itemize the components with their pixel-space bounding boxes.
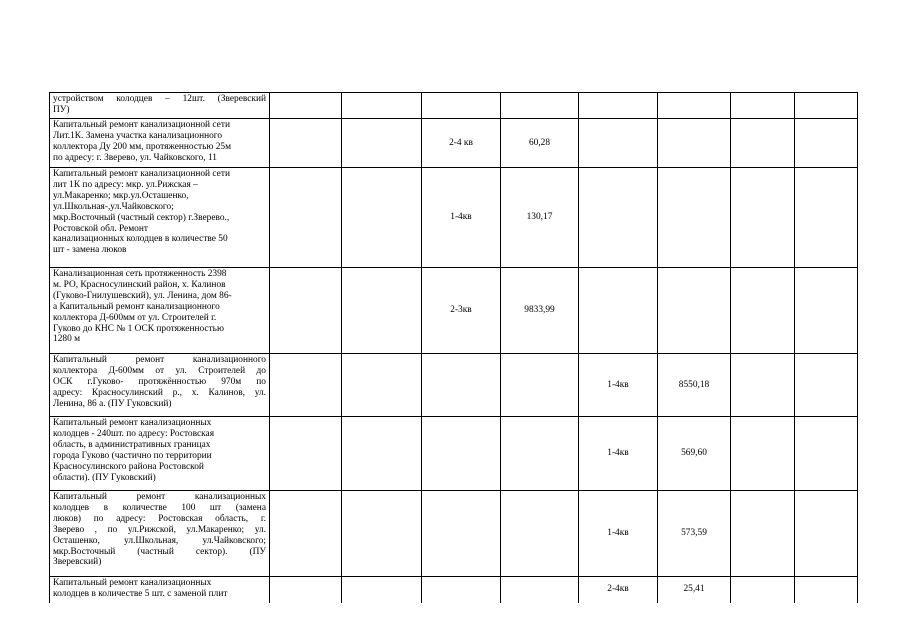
table-row [50, 491, 858, 577]
description-line: Ростовской обл. Ремонт [53, 223, 148, 234]
empty-cell [342, 491, 422, 577]
description-line: по адресу: г. Зверево, ул. Чайковского, 11 [53, 152, 217, 163]
works-table [49, 92, 858, 603]
description-line: Капитальный ремонт канализационных [53, 578, 212, 588]
table-row [50, 268, 858, 354]
amount-cell [658, 168, 731, 268]
table-row [50, 417, 858, 491]
period-cell: 1-4кв [422, 168, 501, 268]
description-cell [50, 491, 270, 577]
description-line: Зверевский) [53, 557, 102, 568]
description-line: Гуково до КНС № 1 ОСК протяженностью [53, 323, 224, 334]
amount-cell [658, 93, 731, 119]
description-line: шт - замена люков [53, 245, 127, 256]
description-line: ОСК г.Гуково- протяжённостью 970м по [53, 376, 266, 387]
empty-cell [795, 577, 858, 603]
description-line: а Капитальный ремонт канализационного [53, 301, 220, 312]
empty-cell [270, 417, 342, 491]
description-line: области). (ПУ Гуковский) [53, 472, 156, 483]
description-line: область, в административных границах [53, 439, 211, 450]
description-line: ул.Школьная-,ул.Чайковского; [53, 201, 174, 212]
description-line: устройством колодцев – 12шт. (Зверевский [53, 94, 266, 104]
empty-cell [795, 268, 858, 354]
description-cell [50, 577, 270, 603]
period-cell: 2-4 кв [422, 119, 501, 168]
empty-cell [795, 119, 858, 168]
empty-cell [342, 119, 422, 168]
empty-cell [342, 93, 422, 119]
table-row [50, 354, 858, 417]
description-line: Капитальный ремонт канализационных [53, 418, 212, 428]
table-row [50, 93, 858, 119]
empty-cell [731, 168, 795, 268]
description-line: лит 1К по адресу: мкр. ул.Рижская – [53, 179, 198, 190]
description-line: (Гуково-Гнилушевский), ул. Ленина, дом 86- [53, 290, 232, 301]
description-line: м. РО, Красносулинский район, х. Калинов [53, 279, 226, 290]
amount-cell: 573,59 [658, 491, 731, 577]
empty-cell [731, 577, 795, 603]
description-line: Зверево , по ул.Рижской, ул.Макаренко; ул. [53, 524, 266, 535]
description-line: Ленина, 86 а. (ПУ Гуковский) [53, 398, 172, 409]
empty-cell [270, 491, 342, 577]
empty-cell [731, 93, 795, 119]
empty-cell [795, 417, 858, 491]
amount-cell [658, 268, 731, 354]
description-line: колодцев в количестве 5 шт. с заменой плит [53, 588, 228, 599]
amount-cell: 25,41 [658, 577, 731, 603]
description-cell [50, 354, 270, 417]
description-line: ул.Макаренко; мкр.ул.Осташенко, [53, 190, 189, 201]
table-row [50, 119, 858, 168]
table-body [50, 93, 858, 603]
description-cell [50, 168, 270, 268]
empty-cell [270, 93, 342, 119]
description-line: Капитальный ремонт канализационного [53, 355, 266, 365]
description-line: Лит.1К. Замена участка канализационного [53, 130, 223, 141]
period-cell [422, 491, 501, 577]
period-cell: 1-4кв [579, 354, 658, 417]
period-cell [422, 417, 501, 491]
amount-cell: 9833,99 [501, 268, 579, 354]
description-line: люков) по адресу: Ростовская область, г. [53, 513, 266, 524]
empty-cell [731, 354, 795, 417]
period-cell: 2-4кв [579, 577, 658, 603]
description-cell [50, 268, 270, 354]
description-line: Красносулинского района Ростовской [53, 461, 204, 472]
empty-cell [270, 577, 342, 603]
description-line: коллектора Ду 200 мм, протяженностью 25м [53, 141, 232, 152]
period-cell [579, 119, 658, 168]
period-cell: 1-4кв [579, 417, 658, 491]
amount-cell [501, 491, 579, 577]
empty-cell [342, 417, 422, 491]
amount-cell [501, 354, 579, 417]
empty-cell [795, 354, 858, 417]
empty-cell [731, 119, 795, 168]
description-line: ПУ) [53, 104, 70, 115]
period-cell [422, 354, 501, 417]
empty-cell [342, 354, 422, 417]
description-line: Осташенко, ул.Школьная, ул.Чайковского; [53, 535, 266, 546]
description-line: города Гуково (частично по территории [53, 450, 212, 461]
description-line: 1280 м [53, 334, 81, 345]
amount-cell: 8550,18 [658, 354, 731, 417]
description-line: Капитальный ремонт канализационных [53, 492, 266, 502]
description-line: колодцев - 240шт. по адресу: Ростовская [53, 428, 215, 439]
description-line: Капитальный ремонт канализационной сети [53, 169, 230, 179]
empty-cell [270, 268, 342, 354]
description-cell [50, 119, 270, 168]
empty-cell [270, 354, 342, 417]
amount-cell: 60,28 [501, 119, 579, 168]
empty-cell [342, 577, 422, 603]
description-line: колодцев в количестве 100 шт (замена [53, 502, 266, 513]
amount-cell: 130,17 [501, 168, 579, 268]
table-row [50, 168, 858, 268]
description-line: канализационных колодцев в количестве 50 [53, 234, 228, 245]
period-cell [579, 93, 658, 119]
description-cell [50, 93, 270, 119]
empty-cell [731, 491, 795, 577]
description-line: коллектора Д-600мм от ул. Строителей до [53, 365, 266, 376]
period-cell: 2-3кв [422, 268, 501, 354]
description-line: Канализационная сеть протяженность 2398 [53, 269, 227, 279]
empty-cell [270, 119, 342, 168]
amount-cell [501, 577, 579, 603]
empty-cell [795, 93, 858, 119]
empty-cell [270, 168, 342, 268]
period-cell [579, 268, 658, 354]
empty-cell [795, 168, 858, 268]
table-row [50, 577, 858, 603]
empty-cell [731, 417, 795, 491]
period-cell [422, 577, 501, 603]
empty-cell [342, 268, 422, 354]
amount-cell: 569,60 [658, 417, 731, 491]
description-line: мкр.Восточный (частный сектор). (ПУ [53, 546, 266, 557]
empty-cell [795, 491, 858, 577]
amount-cell [501, 93, 579, 119]
period-cell: 1-4кв [579, 491, 658, 577]
amount-cell [658, 119, 731, 168]
description-line: Капитальный ремонт канализационной сети [53, 120, 230, 130]
empty-cell [731, 268, 795, 354]
period-cell [579, 168, 658, 268]
empty-cell [342, 168, 422, 268]
description-line: адресу: Красносулинский р., х. Калинов, ул. [53, 387, 266, 398]
description-line: коллектора Д-600мм от ул. Строителей г. [53, 312, 217, 323]
amount-cell [501, 417, 579, 491]
period-cell [422, 93, 501, 119]
description-line: мкр.Восточный (частный сектор) г.Зверево., [53, 212, 230, 223]
description-cell [50, 417, 270, 491]
